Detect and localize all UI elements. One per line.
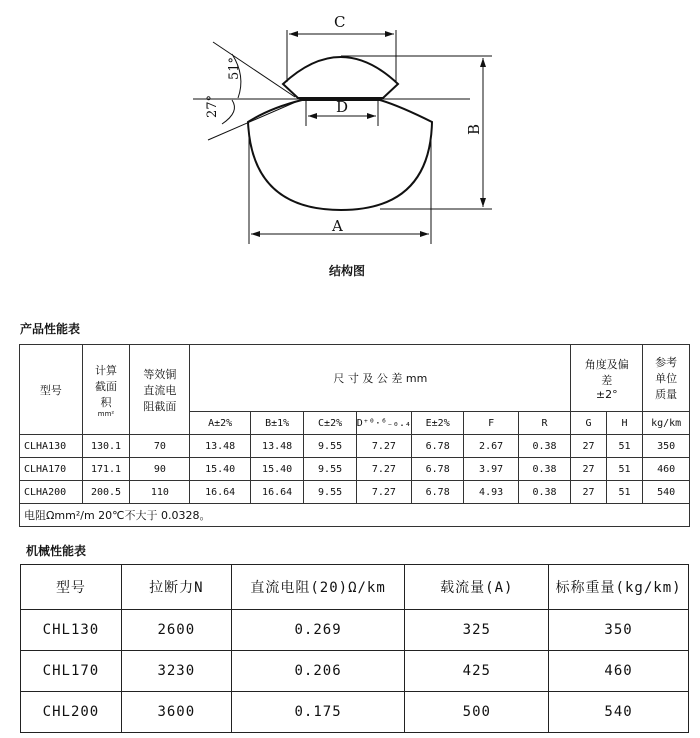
value-cell: 9.55	[304, 481, 356, 504]
model-cell: CHL200	[21, 692, 122, 733]
value-cell: 51	[606, 458, 643, 481]
value-cell: 325	[405, 610, 549, 651]
structure-diagram	[0, 0, 700, 260]
value-cell: 0.38	[518, 458, 570, 481]
subheader-cell: E±2%	[411, 412, 463, 435]
mech-table-title: 机械性能表	[26, 544, 87, 558]
value-cell: 51	[606, 435, 643, 458]
header-equiv-copper: 等效铜 直流电 阻截面	[130, 345, 190, 435]
value-cell: 27	[571, 458, 607, 481]
value-cell: 130.1	[82, 435, 130, 458]
product-table-title: 产品性能表	[20, 322, 81, 336]
upper-lens-outline	[283, 57, 398, 98]
value-cell: 0.206	[231, 651, 405, 692]
table-row	[21, 610, 689, 651]
value-cell: 425	[405, 651, 549, 692]
value-cell: 0.175	[231, 692, 405, 733]
header-area: 计算 截面 积 mm²	[82, 345, 130, 435]
label-angle-27: 27°	[205, 94, 220, 118]
value-cell: 460	[549, 651, 689, 692]
value-cell: 460	[643, 458, 690, 481]
header-ref-mass: 参考 单位 质量	[643, 345, 690, 412]
mech-header-cell: 型号	[21, 565, 122, 610]
value-cell: 27	[571, 435, 607, 458]
value-cell: 90	[130, 458, 190, 481]
table-row	[21, 651, 689, 692]
table-row	[20, 435, 690, 458]
value-cell: 16.64	[190, 481, 250, 504]
model-cell: CHL130	[21, 610, 122, 651]
value-cell: 171.1	[82, 458, 130, 481]
value-cell: 3.97	[464, 458, 518, 481]
subheader-cell: F	[464, 412, 518, 435]
label-b: B	[465, 123, 483, 135]
mech-header-cell: 载流量(A)	[405, 565, 549, 610]
value-cell: 2600	[121, 610, 231, 651]
value-cell: 15.40	[250, 458, 304, 481]
value-cell: 540	[549, 692, 689, 733]
header-angle: 角度及偏 差 ±2°	[571, 345, 643, 412]
subheader-cell: A±2%	[190, 412, 250, 435]
value-cell: 70	[130, 435, 190, 458]
model-cell: CLHA200	[20, 481, 83, 504]
model-cell: CHL170	[21, 651, 122, 692]
label-a: A	[332, 217, 343, 235]
value-cell: 7.27	[356, 458, 411, 481]
mech-header-cell: 拉断力N	[121, 565, 231, 610]
value-cell: 51	[606, 481, 643, 504]
value-cell: 16.64	[250, 481, 304, 504]
value-cell: 500	[405, 692, 549, 733]
table-row	[20, 481, 690, 504]
structure-caption: 结构图	[329, 264, 366, 278]
value-cell: 110	[130, 481, 190, 504]
subheader-cell: R	[518, 412, 570, 435]
subheader-cell: D⁺⁰·⁶₋₀.₄	[356, 412, 411, 435]
value-cell: 540	[643, 481, 690, 504]
header-dimensions: 尺 寸 及 公 差 mm	[190, 345, 571, 412]
resistance-note: 电阻Ωmm²/m 20℃不大于 0.0328。	[20, 504, 690, 527]
value-cell: 13.48	[250, 435, 304, 458]
model-cell: CLHA170	[20, 458, 83, 481]
model-cell: CLHA130	[20, 435, 83, 458]
value-cell: 0.269	[231, 610, 405, 651]
value-cell: 9.55	[304, 435, 356, 458]
label-c: C	[334, 13, 346, 31]
subheader-cell: kg/km	[643, 412, 690, 435]
value-cell: 0.38	[518, 435, 570, 458]
mechanical-performance-table	[20, 564, 689, 733]
table-row	[20, 458, 690, 481]
value-cell: 6.78	[411, 435, 463, 458]
value-cell: 200.5	[82, 481, 130, 504]
value-cell: 3600	[121, 692, 231, 733]
value-cell: 7.27	[356, 481, 411, 504]
value-cell: 15.40	[190, 458, 250, 481]
mech-header-cell: 直流电阻(20)Ω/km	[231, 565, 405, 610]
subheader-cell: G	[571, 412, 607, 435]
mech-header-cell: 标称重量(kg/km)	[549, 565, 689, 610]
value-cell: 350	[549, 610, 689, 651]
product-performance-table	[19, 344, 690, 527]
label-d: D	[336, 98, 349, 116]
table-row	[21, 692, 689, 733]
subheader-cell: C±2%	[304, 412, 356, 435]
value-cell: 13.48	[190, 435, 250, 458]
value-cell: 27	[571, 481, 607, 504]
value-cell: 9.55	[304, 458, 356, 481]
value-cell: 7.27	[356, 435, 411, 458]
header-model: 型号	[20, 345, 83, 435]
value-cell: 4.93	[464, 481, 518, 504]
value-cell: 350	[643, 435, 690, 458]
value-cell: 6.78	[411, 458, 463, 481]
mech-header-row	[21, 565, 689, 610]
value-cell: 2.67	[464, 435, 518, 458]
value-cell: 0.38	[518, 481, 570, 504]
subheader-cell: B±1%	[250, 412, 304, 435]
subheader-cell: H	[606, 412, 643, 435]
label-angle-51: 51°	[227, 56, 242, 80]
value-cell: 6.78	[411, 481, 463, 504]
value-cell: 3230	[121, 651, 231, 692]
